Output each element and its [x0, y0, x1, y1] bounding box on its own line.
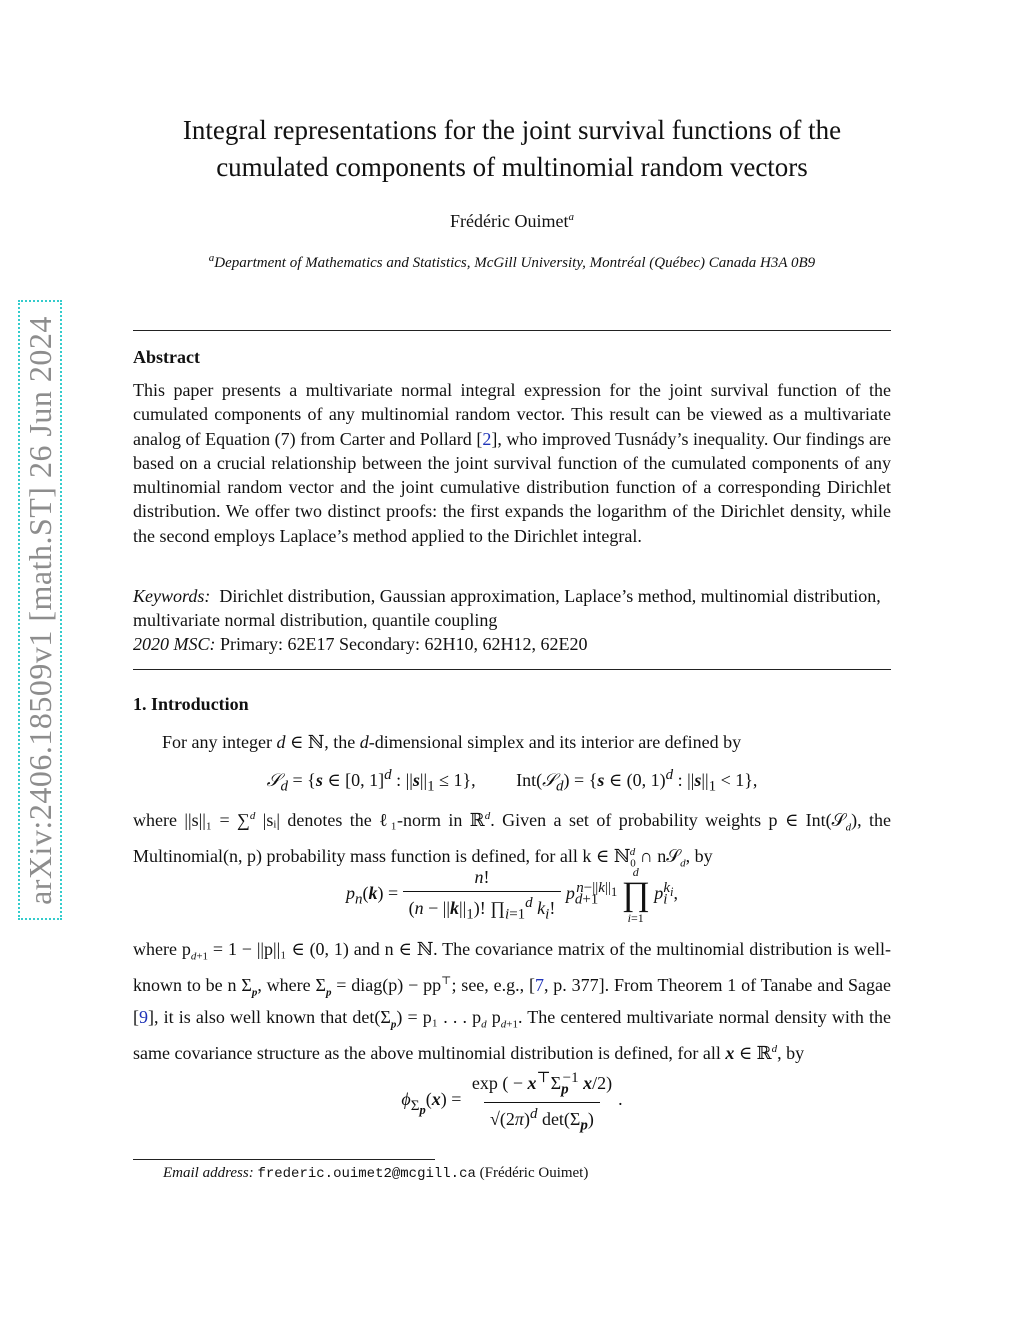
affiliation-text: Department of Mathematics and Statistics, McGill University, Montréal (Québec) Canada H3A 0B9: [214, 255, 816, 271]
msc-text: Primary: 62E17 Secondary: 62H10, 62H12, 62E20: [220, 634, 588, 654]
msc-label: 2020 MSC:: [133, 634, 216, 654]
footnote-label: Email address:: [163, 1165, 254, 1181]
keywords-text: Dirichlet distribution, Gaussian approximation, Laplace’s method, multinomial distribution, multivariate normal distribution, quantile coupling: [133, 586, 881, 630]
equation-normal-density: $\phi_{\Sigma_p}(x)$ = $\frac{\exp ( - x^⊤\Sigma_p^{-1} x/2)}{√(2\pi)^d \det(\Sigma_p)}$ .: [401, 1070, 623, 1134]
affiliation-mark: a: [208, 252, 215, 264]
intro-paragraph-3: where $p_{d+1} = 1 - ||p||_1$ ∈ (0, 1) and n ∈ ℕ. The covariance matrix of the multinomial distribution is well-known to be n $\Sigma_p$, where $\Sigma_p$ = diag(p) − pp⊤; see, e.g., [7, p. 377]. From Theorem 1 of Tanabe and Sagae [9], it is also well known that $\det(\Sigma_p) = p_1$ . . . $p_d$ $p_{d+1}$. The centered multivariate normal density with the same covariance structure as the above multinomial distribution is defined, for all x ∈ ℝ$^d$, by: [133, 939, 892, 1063]
footnote-rule: [133, 1159, 435, 1160]
abstract-heading: Abstract: [133, 347, 200, 367]
abstract-top-rule: [133, 330, 891, 331]
title-line-1: Integral representations for the joint survival functions of the: [182, 115, 842, 145]
author-affiliation-mark: a: [568, 211, 574, 223]
equation-multinomial-pmf: $p_n(k)$ = $\frac{n!}{(n - ||k||_1)! \prod_{i=1}^d k_i!}$ $p_{d+1}^{n-||k||_1}$ d ∏ i=1 $p_i^{k_i}$,: [345, 865, 679, 925]
keywords-block: [133, 584, 891, 656]
arxiv-stamp-text: arXiv:2406.18509v1 [math.ST] 26 Jun 2024: [21, 315, 58, 905]
title-line-2: cumulated components of multinomial random vectors: [216, 152, 808, 182]
author-line: [133, 211, 891, 232]
footnote-email: [163, 1165, 588, 1182]
author-name: Frédéric Ouimet: [450, 211, 569, 231]
arxiv-stamp: [18, 300, 62, 920]
abstract-body: [133, 378, 891, 548]
intro-paragraph-1: For any integer d ∈ ℕ, the d-dimensional simplex and its interior are defined by: [162, 732, 742, 752]
citation-link-9[interactable]: 9: [139, 1006, 148, 1027]
paper-title: [133, 112, 891, 186]
abstract-text-2: ], who improved Tusnády’s inequality. Our findings are based on a crucial relationship between the joint survival function of the cumulated components of any multinomial random vector and the joint cumulative distribution function of a corresponding Dirichlet distribution. We offer two distinct proofs: the first expands the logarithm of the Dirichlet density, while the second employs Laplace’s method applied to the Dirichlet integral.: [133, 428, 892, 546]
citation-link-7[interactable]: 7: [534, 974, 544, 995]
affiliation: [133, 252, 891, 272]
keywords-label: Keywords:: [133, 586, 211, 606]
footnote-author: (Frédéric Ouimet): [479, 1165, 589, 1181]
citation-link-2[interactable]: 2: [482, 428, 492, 449]
section-heading-introduction: 1. Introduction: [133, 694, 249, 714]
equation-simplex: 𝒮$_d$ = {s ∈ [0, 1]$^d$ : $||s||_1 \le 1$}, Int(𝒮$_d$) = {s ∈ (0, 1)$^d$ : $||s||_1 < 1$},: [266, 767, 758, 795]
abstract-bottom-rule: [133, 669, 891, 670]
intro-paragraph-2: where ||s||₁ = ∑$^d$ |sᵢ| denotes the ℓ₁-norm in ℝ$^d$. Given a set of probability weights p ∈ Int(𝒮$_d$), the Multinomial(n, p) probability mass function is defined, for all k ∈ ℕ$_0^d$ ∩ n𝒮$_d$, by: [133, 810, 892, 870]
abstract-text-1: This paper presents a multivariate normal integral expression for the joint survival function of the cumulated components of any multinomial random vector. This result can be viewed as a multivariate analog of Equation (7) from Carter and Pollard [: [133, 380, 891, 449]
email-link[interactable]: frederic.ouimet2@mcgill.ca: [257, 1166, 476, 1182]
